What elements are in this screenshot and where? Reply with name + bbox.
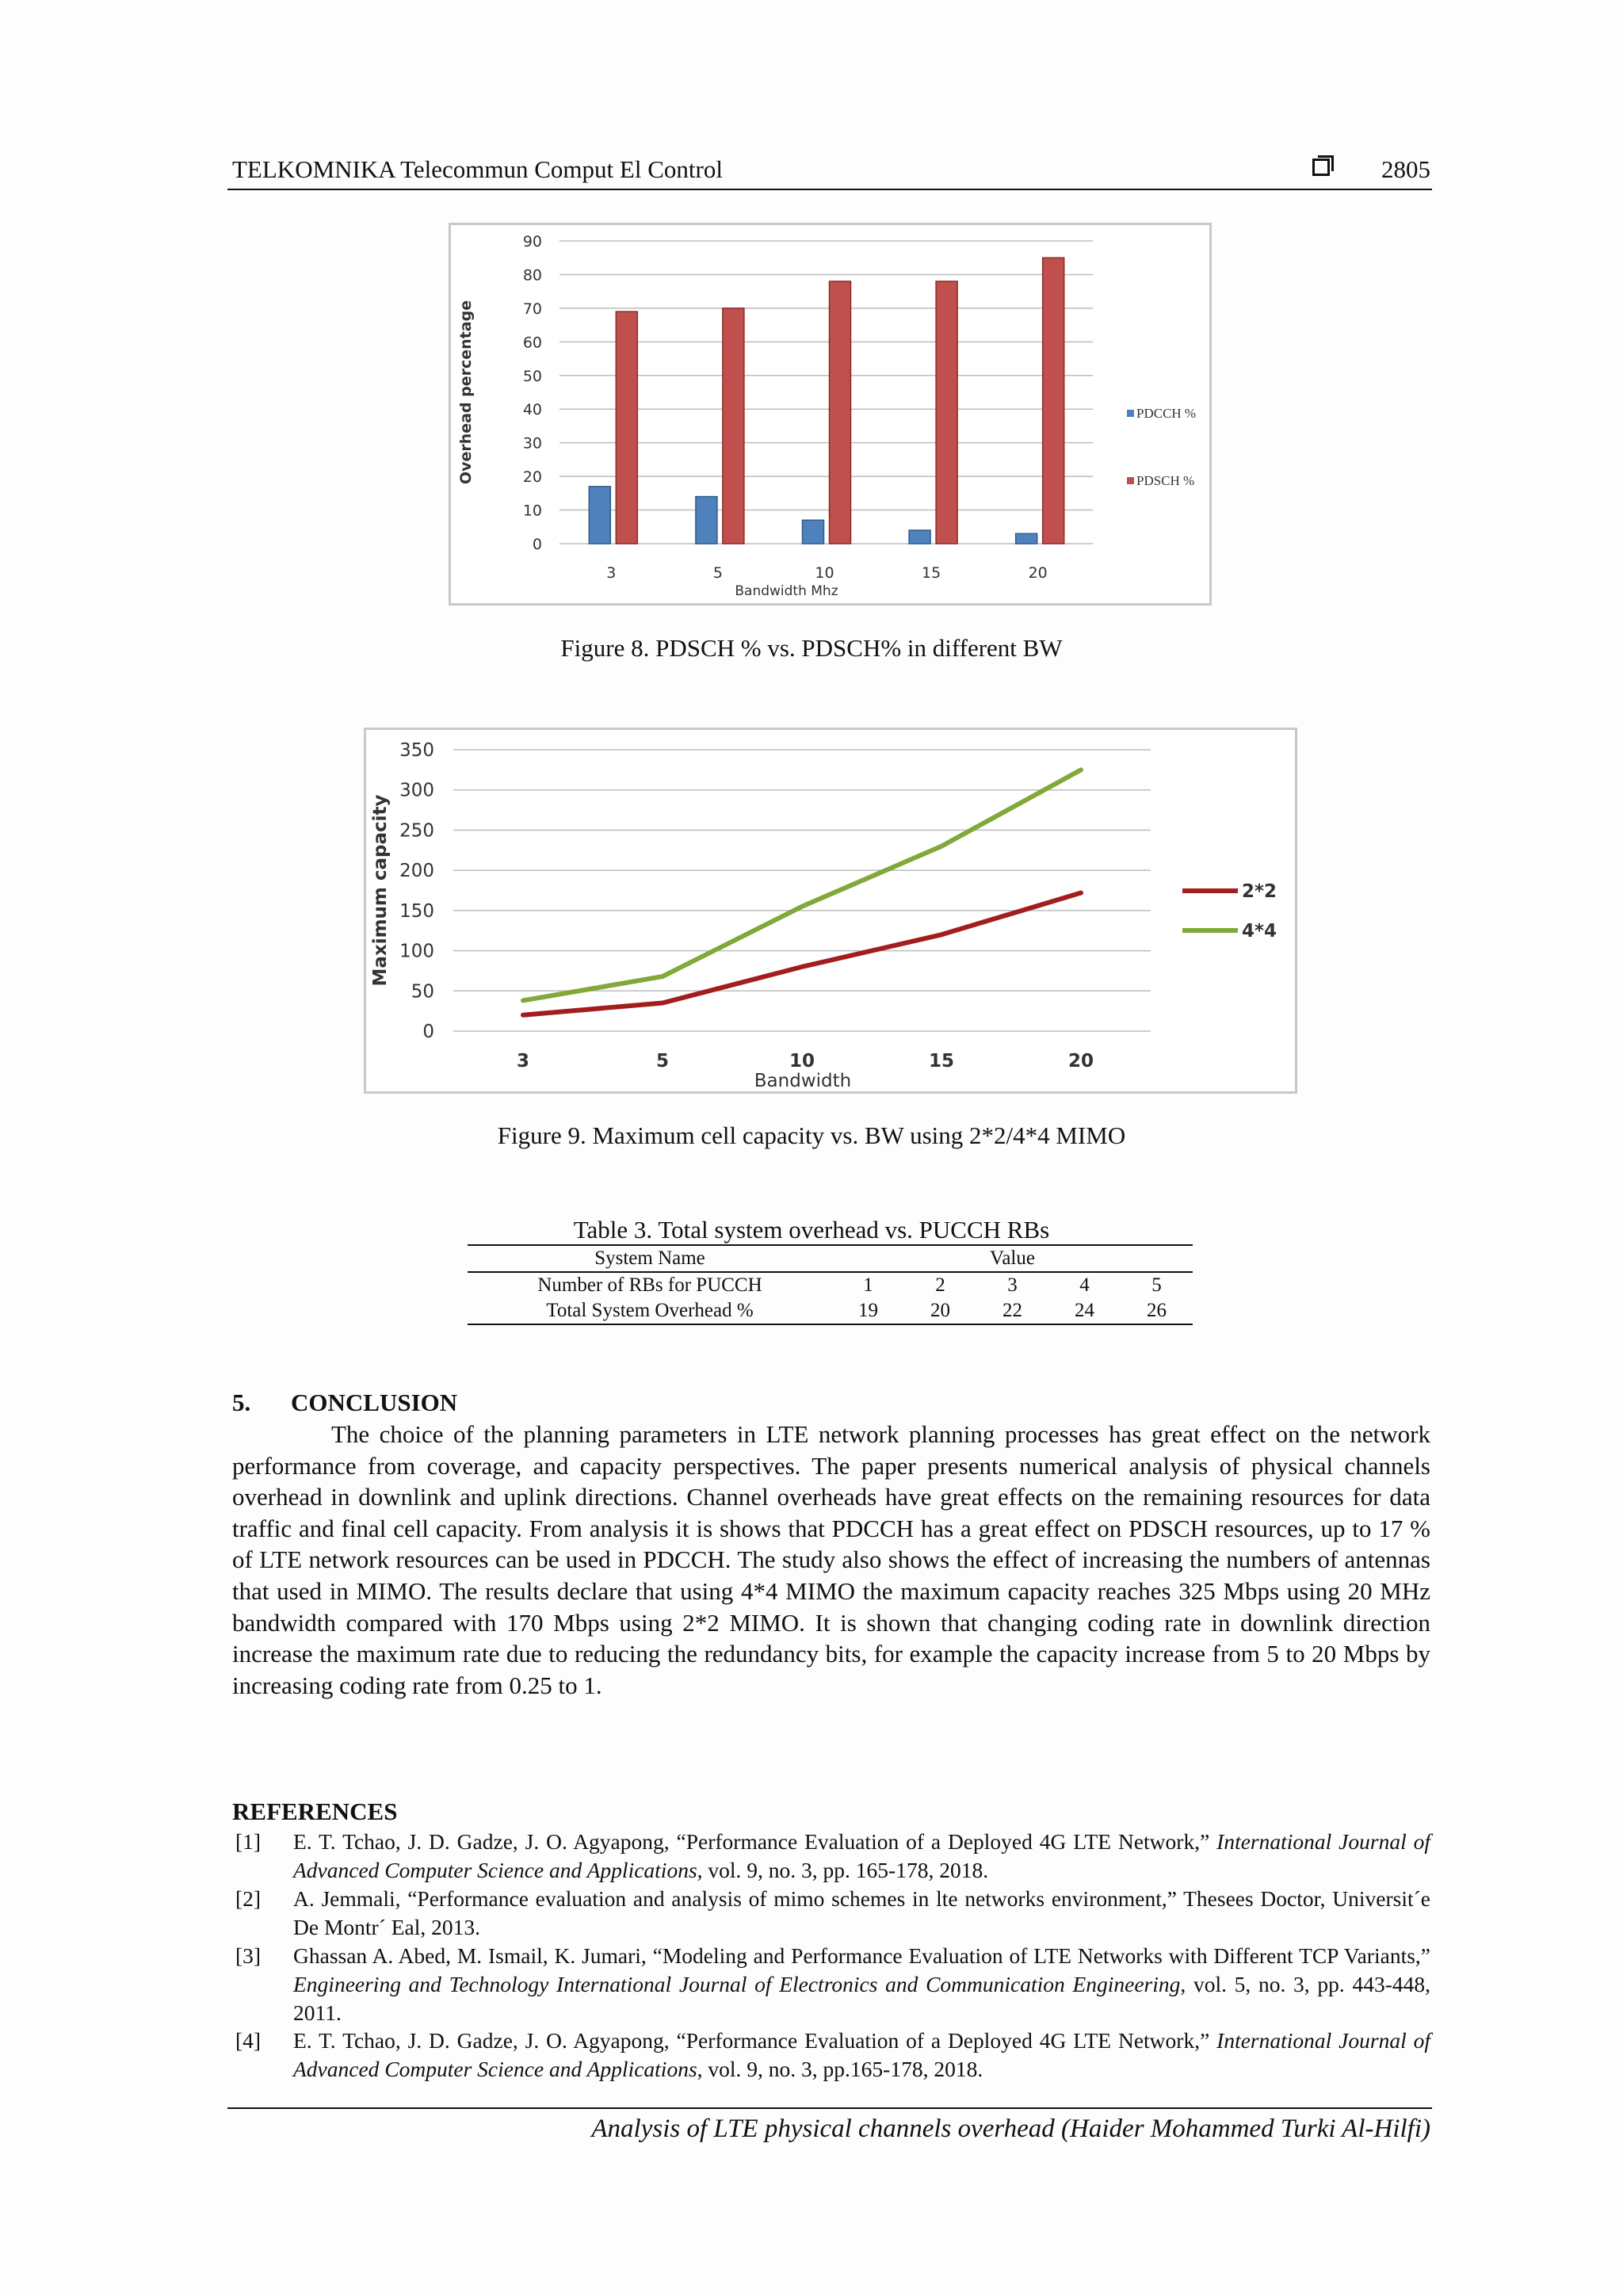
y-tick-label: 50 <box>411 981 434 1003</box>
reference-number: [4] <box>235 2028 262 2053</box>
y-tick-label: 250 <box>399 820 434 842</box>
legend-swatch <box>1127 410 1134 417</box>
x-tick-label: 15 <box>922 564 941 582</box>
table-cell: Number of RBs for PUCCH <box>537 1274 762 1296</box>
table-row <box>468 1298 1193 1324</box>
x-axis-label: Bandwidth <box>754 1071 852 1091</box>
table-cell: 24 <box>1048 1298 1121 1324</box>
y-tick-label: 20 <box>522 468 542 487</box>
table-cell: 26 <box>1121 1298 1193 1324</box>
section-number: 5. <box>232 1389 251 1416</box>
legend-label: PDSCH % <box>1136 473 1195 488</box>
reference-text <box>293 1828 1430 1885</box>
line-chart-capacity <box>366 730 1295 1091</box>
table-cell: 2 <box>935 1274 945 1296</box>
bar <box>909 530 930 544</box>
bar <box>723 308 744 544</box>
table-cell: 5 <box>1151 1274 1162 1296</box>
bar <box>616 311 637 544</box>
y-tick-label: 150 <box>399 900 434 922</box>
y-axis-label: Overhead percentage <box>457 300 475 485</box>
x-tick-label: 10 <box>815 564 834 582</box>
reference-number: [2] <box>235 1886 262 1911</box>
figure-9-caption: Figure 9. Maximum cell capacity vs. BW using 2*2/4*4 MIMO <box>497 1121 1126 1149</box>
figure-8-caption: Figure 8. PDSCH % vs. PDSCH% in different BW <box>560 634 1063 662</box>
y-tick-label: 100 <box>399 941 434 962</box>
reference-text <box>293 2027 1430 2084</box>
section-title: CONCLUSION <box>291 1389 458 1416</box>
reference-authors-title: A. Jemmali, “Performance evaluation and analysis of mimo schemes in lte networks environment,” Thesees Doctor, Universit´e De Montr´ Eal, 2013. <box>293 1886 1430 1939</box>
x-tick-label: 5 <box>655 1051 670 1072</box>
bar <box>589 487 610 544</box>
table-cell: 3 <box>1007 1274 1018 1296</box>
y-tick-label: 50 <box>522 367 542 385</box>
reference-journal: International Journal of Advanced Computer Science and Applications <box>293 1829 1430 1882</box>
table-cell: Total System Overhead % <box>468 1298 832 1324</box>
reference-journal: Engineering and Technology International Journal of Electronics and Communication Engineering <box>293 1971 1181 1996</box>
x-tick-label: 10 <box>789 1051 815 1072</box>
y-tick-label: 350 <box>399 740 434 761</box>
reference-item <box>232 1828 1430 1885</box>
x-tick-label: 15 <box>928 1051 955 1072</box>
bar-chart-overhead <box>451 225 1209 603</box>
table-cell: 4 <box>1079 1274 1090 1296</box>
references-heading: REFERENCES <box>232 1797 398 1825</box>
reference-item <box>232 1885 1430 1942</box>
running-footer: Analysis of LTE physical channels overhead (Haider Mohammed Turki Al-Hilfi) <box>591 2115 1430 2143</box>
table-3 <box>468 1244 1193 1325</box>
table-row <box>468 1272 1193 1298</box>
x-tick-label: 3 <box>516 1051 530 1072</box>
y-tick-label: 80 <box>522 266 542 285</box>
x-axis-label: Bandwidth Mhz <box>735 583 838 599</box>
table-cell: 20 <box>904 1298 976 1324</box>
figure-8 <box>449 223 1212 606</box>
reference-authors-title: E. T. Tchao, J. D. Gadze, J. O. Agyapong, “Performance Evaluation of a Deployed 4G LTE Network,” <box>293 2028 1217 2053</box>
footer-rule <box>227 2107 1432 2109</box>
y-tick-label: 300 <box>399 780 434 801</box>
y-tick-label: 0 <box>532 536 542 553</box>
bar <box>936 281 957 544</box>
conclusion-paragraph: The choice of the planning parameters in LTE network planning processes has great effect on the network performance from coverage, and capacity perspectives. The paper presents numerical analysis of physical channels overhead in downlink and uplink directions. Channel overheads have great effects on the remaining resources for data traffic and final cell capacity. From analysis it is shows that PDCCH has a great effect on PDSCH resources, up to 17 % of LTE network resources can be used in PDCCH. The study also shows the effect of increasing the numbers of antennas that used in MIMO. The results declare that using 4*4 MIMO the maximum capacity reaches 325 Mbps using 20 MHz bandwidth compared with 170 Mbps using 2*2 MIMO. It is shown that changing coding rate in downlink direction increase the maximum rate due to reducing the redundancy bits, for example the capacity increase from 5 to 20 Mbps by increasing coding rate from 0.25 to 1. <box>232 1420 1430 1699</box>
square-icon <box>1312 159 1330 176</box>
reference-journal: International Journal of Advanced Computer Science and Applications <box>293 2028 1430 2081</box>
y-tick-label: 10 <box>522 502 542 520</box>
page-number: 2805 <box>1381 155 1430 183</box>
y-tick-label: 0 <box>422 1022 434 1042</box>
series-line <box>523 893 1081 1015</box>
running-header-journal: TELKOMNIKA Telecommun Comput El Control <box>232 155 723 183</box>
table-header-system-name: System Name <box>468 1245 832 1272</box>
reference-details: , vol. 9, no. 3, pp. 165-178, 2018. <box>697 1857 989 1882</box>
y-tick-label: 60 <box>522 334 542 352</box>
bar <box>1016 533 1037 544</box>
reference-details: , vol. 9, no. 3, pp.165-178, 2018. <box>697 2056 983 2081</box>
section-heading-conclusion <box>232 1389 457 1417</box>
reference-text <box>293 1942 1430 2027</box>
reference-number: [1] <box>235 1829 262 1854</box>
x-tick-label: 3 <box>606 564 617 582</box>
reference-number: [3] <box>235 1943 262 1968</box>
table-cell: 22 <box>976 1298 1048 1324</box>
reference-authors-title: E. T. Tchao, J. D. Gadze, J. O. Agyapong, “Performance Evaluation of a Deployed 4G LTE Network,” <box>293 1829 1217 1854</box>
x-tick-label: 5 <box>712 564 723 582</box>
table-cell: 1 <box>863 1274 873 1296</box>
table-3-caption: Table 3. Total system overhead vs. PUCCH RBs <box>573 1216 1050 1244</box>
table-header-value: Value <box>832 1245 1193 1272</box>
reference-details: , vol. 5, no. 3, pp. 443-448, 2011. <box>293 1971 1430 2025</box>
figure-9 <box>364 728 1297 1094</box>
x-tick-label: 20 <box>1028 564 1048 582</box>
x-tick-label: 20 <box>1067 1051 1094 1072</box>
y-tick-label: 30 <box>522 434 542 453</box>
bar <box>1043 258 1064 544</box>
bar <box>696 497 717 544</box>
y-tick-label: 200 <box>399 861 434 882</box>
bar <box>803 520 824 544</box>
y-tick-label: 70 <box>522 300 542 318</box>
reference-authors-title: Ghassan A. Abed, M. Ismail, K. Jumari, “Modeling and Performance Evaluation of LTE Networks with Different TCP Variants,” <box>293 1943 1430 1968</box>
legend-swatch <box>1127 477 1134 484</box>
table-cell: 19 <box>832 1298 904 1324</box>
legend-label: PDCCH % <box>1136 406 1197 421</box>
legend-label: 2*2 <box>1242 881 1277 902</box>
reference-item <box>232 2027 1430 2084</box>
y-tick-label: 40 <box>522 401 542 419</box>
reference-text <box>293 1885 1430 1942</box>
legend-label: 4*4 <box>1242 921 1277 942</box>
bar <box>830 281 851 544</box>
header-rule <box>227 189 1432 190</box>
y-axis-label: Maximum capacity <box>370 794 391 987</box>
y-tick-label: 90 <box>522 233 542 250</box>
reference-item <box>232 1942 1430 2027</box>
